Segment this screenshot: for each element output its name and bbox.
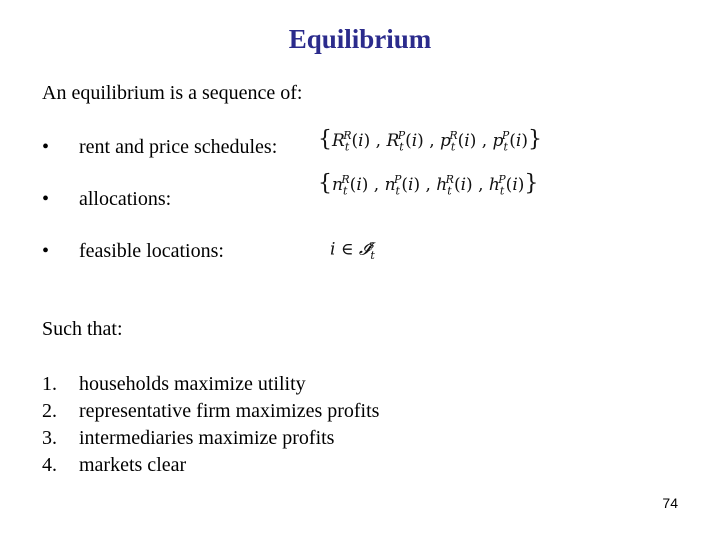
list-number: 3. <box>42 427 57 449</box>
allocations-formula: {$n_t^R(i)$ , $n_t^P(i)$ , $h_t^R(i)$ , $h_t^P(i)$} <box>318 171 539 198</box>
bullet-icon: • <box>42 188 50 210</box>
list-text: representative firm maximizes profits <box>79 400 380 422</box>
slide-title: Equilibrium <box>288 24 432 54</box>
bullet-label: rent and price schedules: <box>79 136 278 158</box>
bullet-label: feasible locations: <box>79 240 224 262</box>
bullet-icon: • <box>42 136 50 158</box>
rent-price-formula: {$R_t^R(i)$ , $R_t^P(i)$ , $p_t^R(i)$ , $p_t^P(i)$} <box>318 127 542 154</box>
list-number: 4. <box>42 454 57 476</box>
list-text: intermediaries maximize profits <box>79 427 335 449</box>
list-number: 1. <box>42 373 57 395</box>
list-text: markets clear <box>79 454 187 476</box>
intro-text: An equilibrium is a sequence of: <box>42 82 303 104</box>
locations-formula: i ∈ 𝓘$_t^s$ <box>330 238 375 263</box>
list-number: 2. <box>42 400 57 422</box>
page-number: 74 <box>662 495 678 511</box>
bullet-icon: • <box>42 240 50 262</box>
bullet-label: allocations: <box>79 188 172 210</box>
list-text: households maximize utility <box>79 373 306 395</box>
such-that-text: Such that: <box>42 318 123 340</box>
